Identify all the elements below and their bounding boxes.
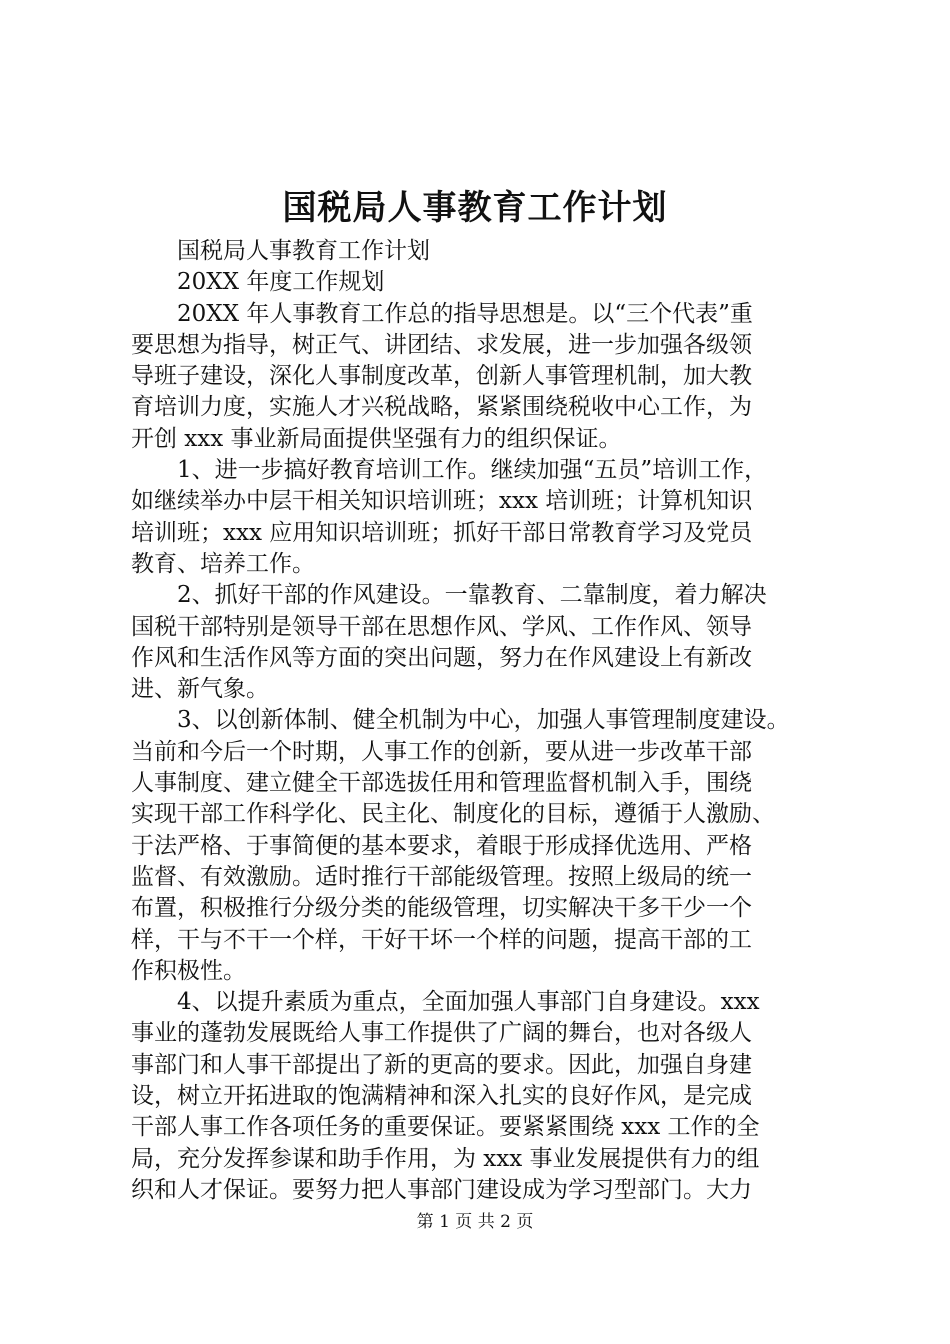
- text-line: 4、以提升素质为重点，全面加强人事部门自身建设。xxx: [177, 989, 760, 1016]
- text-line: 如继续举办中层干相关知识培训班；xxx 培训班；计算机知识: [131, 488, 753, 515]
- page-footer: 第 1 页 共 2 页: [416, 1212, 534, 1232]
- document-body: [131, 236, 831, 1206]
- text-line: 实现干部工作科学化、民主化、制度化的目标，遵循于人激励、: [131, 801, 775, 828]
- item-3-paragraph: [131, 705, 831, 987]
- text-line: 当前和今后一个时期，人事工作的创新，要从进一步改革干部: [131, 738, 752, 765]
- text-line: 要思想为指导，树正气、讲团结、求发展，进一步加强各级领: [131, 331, 752, 358]
- text-line: 开创 xxx 事业新局面提供坚强有力的组织保证。: [131, 425, 622, 452]
- text-line: 育培训力度，实施人才兴税战略，紧紧围绕税收中心工作，为: [131, 394, 752, 421]
- subtitle-paragraph: [131, 236, 831, 267]
- item-2-paragraph: [131, 580, 831, 705]
- text-line: 作风和生活作风等方面的突出问题，努力在作风建设上有新改: [131, 644, 752, 671]
- text-line: 干部人事工作各项任务的重要保证。要紧紧围绕 xxx 工作的全: [131, 1114, 760, 1141]
- text-line: 20XX 年度工作规划: [177, 269, 385, 296]
- text-line: 于法严格、于事简便的基本要求，着眼于形成择优选用、严格: [131, 832, 752, 859]
- text-line: 进、新气象。: [131, 676, 269, 703]
- text-line: 国税局人事教育工作计划: [177, 238, 430, 264]
- text-line: 布置，积极推行分级分类的能级管理，切实解决干多干少一个: [131, 895, 752, 922]
- text-line: 2、抓好干部的作风建设。一靠教育、二靠制度，着力解决: [177, 582, 767, 609]
- year-plan-paragraph: [131, 267, 831, 298]
- text-line: 教育、培养工作。: [131, 550, 315, 577]
- text-line: 培训班；xxx 应用知识培训班；抓好干部日常教育学习及党员: [131, 519, 753, 546]
- text-line: 监督、有效激励。适时推行干部能级管理。按照上级局的统一: [131, 863, 752, 890]
- text-line: 国税干部特别是领导干部在思想作风、学风、工作作风、领导: [131, 613, 752, 640]
- text-line: 作积极性。: [131, 957, 246, 984]
- text-line: 1、进一步搞好教育培训工作。继续加强“五员”培训工作，: [177, 457, 768, 484]
- item-4-paragraph: [131, 987, 831, 1206]
- text-line: 局，充分发挥参谋和助手作用，为 xxx 事业发展提供有力的组: [131, 1145, 760, 1172]
- text-line: 织和人才保证。要努力把人事部门建设成为学习型部门。大力: [131, 1176, 752, 1203]
- guiding-thought-paragraph: [131, 299, 831, 455]
- text-line: 设，树立开拓进取的饱满精神和深入扎实的良好作风，是完成: [131, 1083, 752, 1110]
- item-1-paragraph: [131, 455, 831, 580]
- text-line: 3、以创新体制、健全机制为中心，加强人事管理制度建设。: [177, 707, 790, 734]
- text-line: 人事制度、建立健全干部选拔任用和管理监督机制入手，围绕: [131, 770, 752, 797]
- text-line: 事部门和人事干部提出了新的更高的要求。因此，加强自身建: [131, 1051, 752, 1078]
- text-line: 样，干与不干一个样，干好干坏一个样的问题，提高干部的工: [131, 926, 752, 953]
- text-line: 导班子建设，深化人事制度改革，创新人事管理机制，加大教: [131, 363, 752, 390]
- text-line: 事业的蓬勃发展既给人事工作提供了广阔的舞台，也对各级人: [131, 1020, 752, 1047]
- document-title: 国税局人事教育工作计划: [282, 188, 668, 228]
- text-line: 20XX 年人事教育工作总的指导思想是。以“三个代表”重: [177, 300, 753, 327]
